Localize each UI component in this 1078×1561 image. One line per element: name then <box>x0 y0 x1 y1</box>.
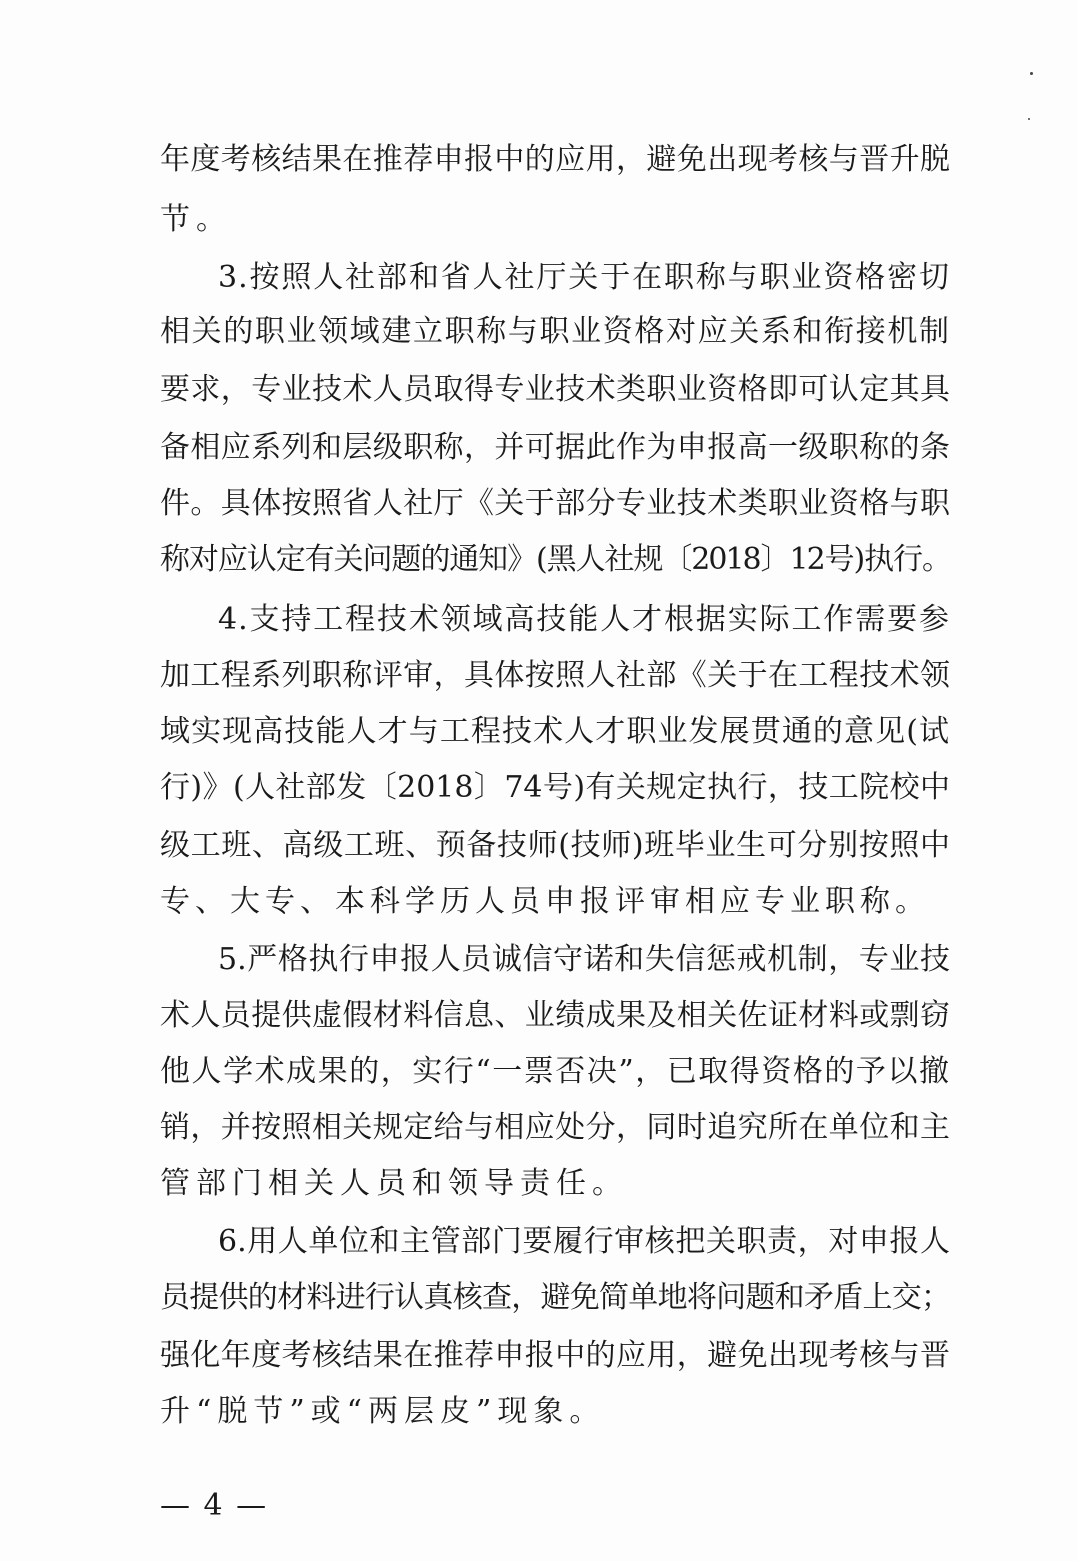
text-line: 称对应认定有关问题的通知》(黑人社规〔2018〕12号)执行。 <box>160 542 950 577</box>
text-line: 升“脱节”或“两层皮”现象。 <box>160 1394 606 1429</box>
text-line: 行)》(人社部发〔2018〕74号)有关规定执行，技工院校中 <box>160 770 950 805</box>
text-line: 5.严格执行申报人员诚信守诺和失信惩戒机制，专业技 <box>218 942 950 977</box>
text-line: 他人学术成果的，实行“一票否决”，已取得资格的予以撤 <box>160 1054 950 1089</box>
text-line: 件。具体按照省人社厅《关于部分专业技术类职业资格与职 <box>160 486 950 521</box>
text-line: 4.支持工程技术领域高技能人才根据实际工作需要参 <box>218 602 950 637</box>
text-line: 域实现高技能人才与工程技术人才职业发展贯通的意见(试 <box>160 714 950 749</box>
text-line: 员提供的材料进行认真核查，避免简单地将问题和矛盾上交； <box>160 1280 950 1315</box>
text-line: 加工程系列职称评审，具体按照人社部《关于在工程技术领 <box>160 658 950 693</box>
text-line: 管部门相关人员和领导责任。 <box>160 1166 628 1201</box>
text-line: 要求，专业技术人员取得专业技术类职业资格即可认定其具 <box>160 372 950 407</box>
text-line: 6.用人单位和主管部门要履行审核把关职责，对申报人 <box>218 1224 950 1259</box>
text-line: 3.按照人社部和省人社厅关于在职称与职业资格密切 <box>218 260 950 295</box>
text-line: 强化年度考核结果在推荐申报中的应用，避免出现考核与晋 <box>160 1338 950 1373</box>
text-line: 节。 <box>160 202 232 237</box>
text-line: 年度考核结果在推荐申报中的应用，避免出现考核与晋升脱 <box>160 142 950 177</box>
text-line: 术人员提供虚假材料信息、业绩成果及相关佐证材料或剽窃 <box>160 998 950 1033</box>
text-line: 相关的职业领域建立职称与职业资格对应关系和衔接机制 <box>160 314 950 349</box>
text-line: 专、大专、本科学历人员申报评审相应专业职称。 <box>160 884 930 919</box>
text-line: 级工班、高级工班、预备技师(技师)班毕业生可分别按照中 <box>160 828 950 863</box>
scan-speck <box>1030 72 1033 75</box>
text-line: 销，并按照相关规定给与相应处分，同时追究所在单位和主 <box>160 1110 950 1145</box>
text-line: 备相应系列和层级职称，并可据此作为申报高一级职称的条 <box>160 430 950 465</box>
page-number: — 4 — <box>160 1488 269 1523</box>
scan-speck <box>1028 118 1030 120</box>
